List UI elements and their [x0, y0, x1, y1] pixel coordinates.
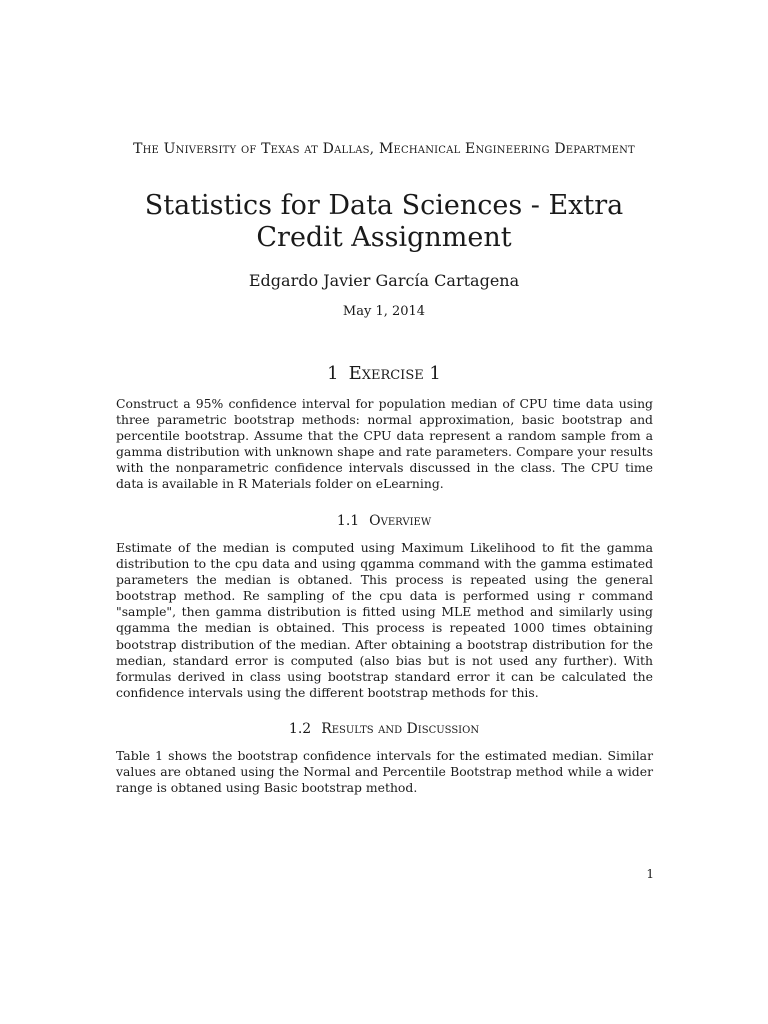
subsection-number: 1.2: [288, 721, 312, 737]
subsection-title: Overview: [369, 513, 432, 529]
page-number: 1: [646, 867, 654, 881]
document-date: May 1, 2014: [342, 304, 426, 319]
document-title: Statistics for Data Sciences - Extra Credit Assignment: [144, 190, 624, 253]
overview-paragraph: Estimate of the median is computed using Maximum Likelihood to fit the gamma distribution to the cpu data and using qgamma command with the gamma estimated parameters the median is obtaned. This process is repeated using the general bootstrap method. Re sampling of the cpu data is performed using r command "sample", then gamma distribution is fitted using MLE method and similarly using qgamma the median is obtained. This process is repeated 1000 times obtaining bootstrap distribution of the median. After obtaining a bootstrap distribution for the median, standard error is computed (also bias but is not used any further). With formulas derived in class using bootstrap standard error it can be calculated the confidence intervals using the different bootstrap methods for this.: [116, 540, 653, 700]
exercise-paragraph: Construct a 95% confidence interval for population median of CPU time data using three parametric bootstrap methods: normal approximation, basic bootstrap and percentile bootstrap. Assume that the CPU data represent a random sample from a gamma distribution with unknown shape and rate parameters. Compare your results with the nonparametric confidence intervals discussed in the class. The CPU time data is available in R Materials folder on eLearning.: [116, 396, 653, 492]
subsection-title: Results and Discussion: [321, 721, 480, 737]
results-paragraph: Table 1 shows the bootstrap confidence intervals for the estimated median. Similar values are obtaned using the Normal and Percentile Bootstrap method while a wider range is obtaned using Basic bootstrap method.: [116, 748, 653, 796]
section-title: Exercise 1: [348, 363, 441, 384]
affiliation-header: The University of Texas at Dallas, Mechanical Engineering Department: [133, 141, 635, 157]
section-heading-exercise-1: [0, 363, 768, 384]
subsection-heading-results: [0, 721, 768, 737]
subsection-number: 1.1: [336, 513, 360, 529]
section-number: 1: [327, 363, 339, 384]
subsection-heading-overview: [0, 513, 768, 529]
author-name: Edgardo Javier García Cartagena: [248, 271, 520, 290]
